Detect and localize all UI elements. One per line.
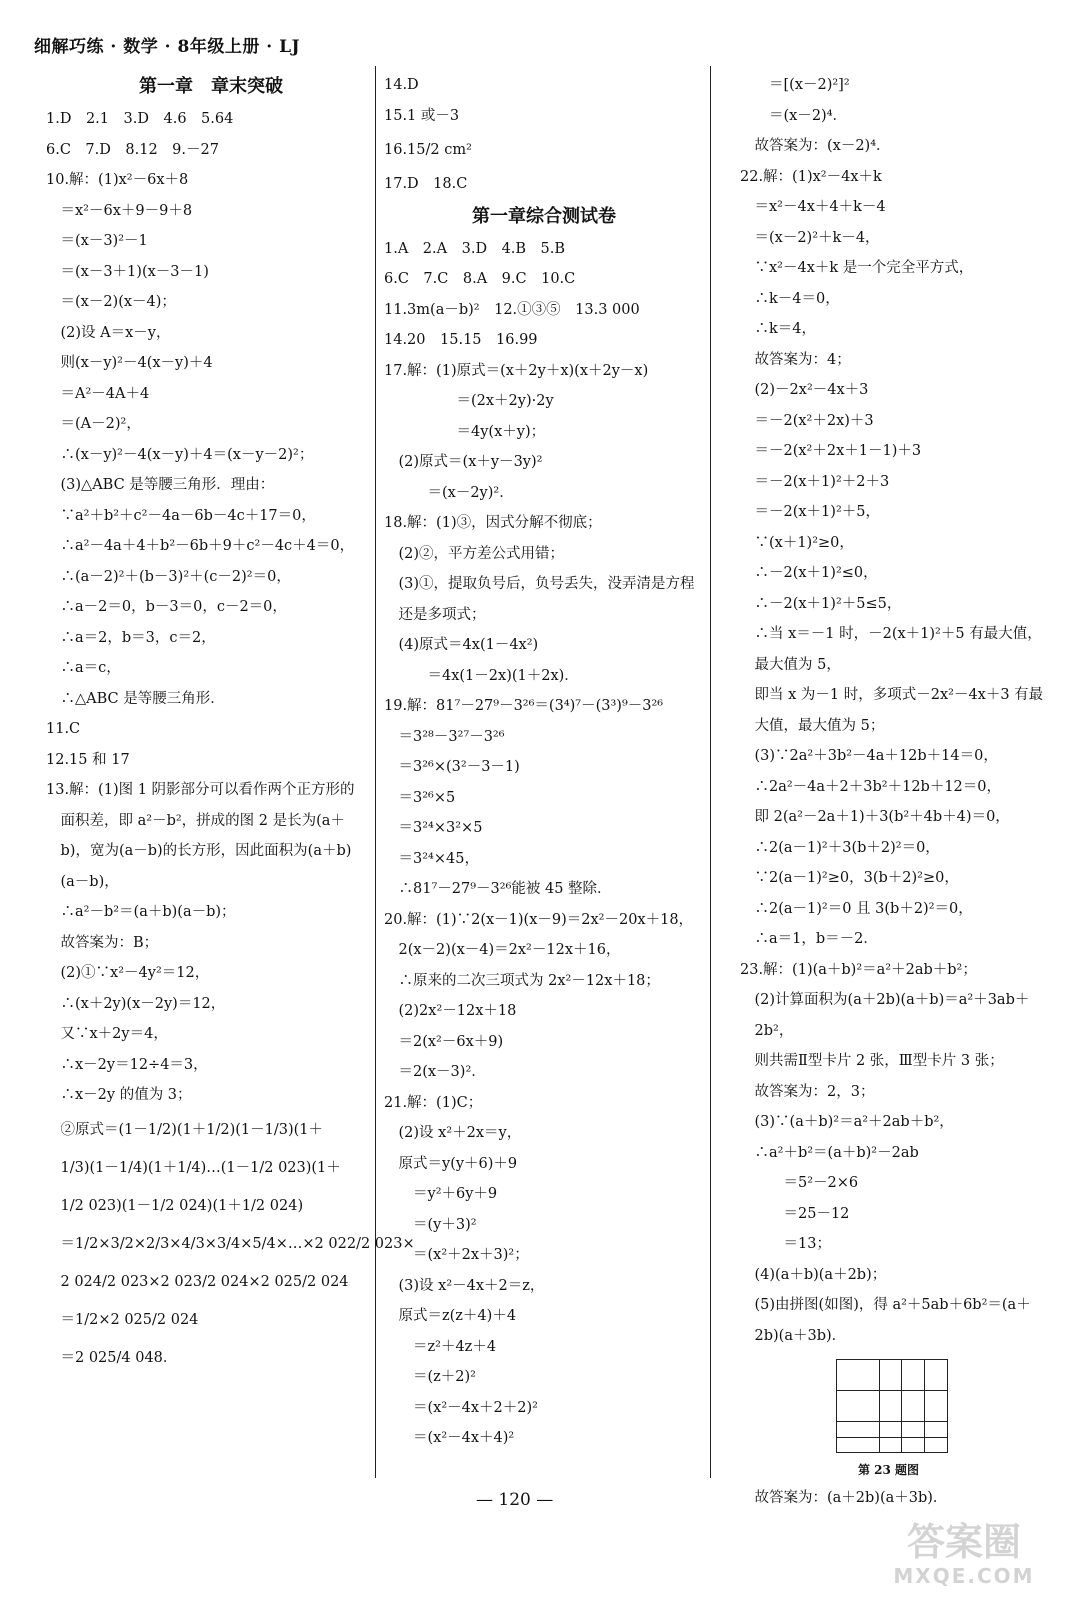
answer-line: ∴a²－b²＝(a＋b)(a－b)；	[46, 904, 236, 920]
answer-line: 20.解：(1)∵2(x－1)(x－9)＝2x²－20x＋18，	[384, 911, 694, 928]
answer-line: ＝25－12	[740, 1205, 850, 1222]
answer-line: ＝3²⁴×3²×5	[384, 820, 483, 836]
answer-line: ∵2(a－1)²≥0，3(b＋2)²≥0，	[740, 870, 959, 886]
answer-line: (2)设 A＝x－y，	[46, 324, 171, 341]
answer-line: ＝1/2×2 025/2 024	[46, 1311, 199, 1328]
answer-line: 大值，最大值为 5；	[740, 717, 885, 734]
answer-line: ＝(x²＋2x＋3)²；	[384, 1247, 529, 1263]
answer-line: 14.D	[384, 77, 419, 93]
answer-line: ＝(x²－4x＋2＋2)²	[384, 1399, 538, 1416]
answer-line: (4)(a＋b)(a＋2b)；	[740, 1266, 887, 1283]
answer-line: ∴a＝1，b＝－2．	[740, 931, 878, 947]
answer-line: ∴－2(x＋1)²＋5≤5，	[740, 595, 902, 612]
answer-line: ＝(y＋3)²	[384, 1216, 477, 1233]
answer-line: ②原式＝(1－1/2)(1＋1/2)(1－1/3)(1＋	[46, 1121, 324, 1138]
answer-line: ＝4y(x＋y)；	[384, 423, 546, 440]
answer-line: ＝5²－2×6	[740, 1175, 859, 1191]
answer-line: ∴x－2y 的值为 3；	[46, 1087, 192, 1103]
answer-line: (5)由拼图(如图)，得 a²＋5ab＋6b²＝(a＋	[740, 1297, 1031, 1313]
answer-line: (3)∵2a²＋3b²－4a＋12b＋14＝0，	[740, 748, 998, 764]
answer-line: (2)2x²－12x＋18	[384, 1003, 517, 1019]
answer-line: ＝4x(1－2x)(1＋2x)．	[384, 667, 579, 684]
answer-line: (2)计算面积为(a＋2b)(a＋b)＝a²＋3ab＋	[740, 992, 1030, 1008]
answer-line: 原式＝z(z＋4)＋4	[384, 1308, 517, 1324]
answer-line: ＝－2(x＋1)²＋5，	[740, 504, 880, 520]
answer-line: ＝3²⁸－3²⁷－3²⁶	[384, 728, 505, 745]
answer-line: ＝3²⁶×(3²－3－1)	[384, 759, 520, 775]
answer-line: 2 024/2 023×2 023/2 024×2 025/2 024	[46, 1273, 349, 1290]
answer-line: ＝x²－6x＋9－9＋8	[46, 202, 193, 219]
answer-line: 又∵x＋2y＝4，	[46, 1026, 168, 1042]
answer-line: (a－b)，	[46, 873, 119, 890]
answer-line: ∴a²－4a＋4＋b²－6b＋9＋c²－4c＋4＝0，	[46, 538, 355, 554]
answer-line: ＝(x－3)²－1	[46, 233, 148, 249]
answer-line: ∵(x＋1)²≥0，	[740, 534, 854, 551]
answer-line: 13.解：(1)图 1 阴影部分可以看作两个正方形的	[46, 782, 355, 798]
answer-line: 1/3)(1－1/4)(1＋1/4)…(1－1/2 023)(1＋	[46, 1159, 341, 1176]
answer-line: ＝(x－2)²＋k－4，	[740, 229, 880, 246]
answer-line: ＝2(x²－6x＋9)	[384, 1033, 504, 1050]
answer-line: ＝(x－2y)²．	[384, 484, 514, 501]
answer-line: 即 2(a²－2a＋1)＋3(b²＋4b＋4)＝0，	[740, 809, 1010, 825]
column-divider-2	[710, 66, 711, 1478]
figure-caption: 第 23 题图	[858, 1463, 920, 1477]
answer-line: ∴△ABC 是等腰三角形．	[46, 690, 225, 707]
answer-line: ∴a²＋b²＝(a＋b)²－2ab	[740, 1144, 919, 1161]
answer-line: ∵x²－4x＋k 是一个完全平方式，	[740, 260, 974, 276]
answer-line: (2)①∵x²－4y²＝12，	[46, 965, 210, 981]
answer-line: 11.C	[46, 721, 81, 737]
answer-line: 11.3m(a－b)² 12.①③⑤ 13.3 000	[384, 301, 640, 318]
answer-line: b)，宽为(a－b)的长方形，因此面积为(a＋b)	[46, 843, 352, 859]
answer-line: (3)设 x²－4x＋2＝z，	[384, 1277, 545, 1294]
answer-line: ＝y²＋6y＋9	[384, 1186, 498, 1202]
answer-line: ＝[(x－2)²]²	[740, 77, 850, 93]
answer-line: ＝3²⁴×45，	[384, 850, 479, 867]
answer-line: (2)－2x²－4x＋3	[740, 382, 869, 398]
answer-line: 故答案为：(x－2)⁴．	[740, 138, 891, 154]
answer-line: ∴2(a－1)²＋3(b＋2)²＝0，	[740, 839, 940, 856]
answer-line: ＝2(x－3)²．	[384, 1064, 486, 1080]
answer-line: 最大值为 5，	[740, 656, 841, 673]
section-title: 第一章 章末突破	[139, 76, 283, 97]
answer-line: ∴(x－y)²－4(x－y)＋4＝(x－y－2)²；	[46, 446, 314, 463]
answer-line: 即当 x 为－1 时，多项式－2x²－4x＋3 有最	[740, 687, 1044, 703]
answer-line: (3)∵(a＋b)²＝a²＋2ab＋b²，	[740, 1114, 954, 1130]
answer-line: ∴a－2＝0，b－3＝0，c－2＝0，	[46, 599, 287, 615]
answer-column-2	[384, 70, 704, 1454]
answer-line: 17.D 18.C	[384, 176, 468, 192]
answer-line: ∴－2(x＋1)²≤0，	[740, 565, 878, 581]
answer-line: ∴当 x＝－1 时，－2(x＋1)²＋5 有最大值，	[740, 626, 1042, 642]
answer-line: 1.A 2.A 3.D 4.B 5.B	[384, 240, 566, 257]
answer-line: 22.解：(1)x²－4x＋k	[740, 168, 882, 185]
answer-line: ∴81⁷－27⁹－3²⁶能被 45 整除．	[384, 881, 612, 897]
answer-line: 故答案为：4；	[740, 351, 851, 368]
answer-column-3	[740, 70, 1050, 1514]
answer-line: (2)②，平方差公式用错；	[384, 545, 565, 562]
watermark-logo: 答案圈 MXQE.COM	[893, 1520, 1035, 1588]
answer-line: 则共需Ⅱ型卡片 2 张，Ⅲ型卡片 3 张；	[740, 1053, 1004, 1069]
answer-line: ＝(x－2)⁴．	[740, 107, 848, 124]
answer-line: 2b)(a＋3b)．	[740, 1327, 847, 1344]
column-3-lines	[740, 70, 1050, 1351]
answer-line: 14.20 15.15 16.99	[384, 332, 538, 348]
answer-line: ∴k＝4，	[740, 321, 817, 337]
answer-line: 还是多项式；	[384, 606, 486, 623]
answer-line: 21.解：(1)C；	[384, 1094, 483, 1111]
section-title: 第一章综合测试卷	[472, 205, 616, 227]
answer-line: ∴2(a－1)²＝0 且 3(b＋2)²＝0，	[740, 900, 973, 917]
answer-line: ∴a＝2，b＝3，c＝2，	[46, 629, 216, 646]
answer-line: 原式＝y(y＋6)＋9	[384, 1155, 518, 1172]
answer-line: 18.解：(1)③，因式分解不彻底；	[384, 515, 602, 531]
answer-line: 6.C 7.C 8.A 9.C 10.C	[384, 271, 576, 287]
answer-line: (2)原式＝(x＋y－3y)²	[384, 454, 543, 470]
tiling-figure	[836, 1359, 948, 1453]
answer-line: 故答案为：2，3；	[740, 1083, 875, 1100]
answer-line: (3)△ABC 是等腰三角形．理由：	[46, 477, 275, 493]
answer-line: ＝(2x＋2y)·2y	[384, 393, 554, 409]
answer-line: (3)①，提取负号后，负号丢失，没弄清是方程	[384, 576, 695, 592]
answer-line: ＝(x²－4x＋4)²	[384, 1430, 515, 1446]
answer-line: 面积差，即 a²－b²，拼成的图 2 是长为(a＋	[46, 812, 345, 829]
answer-line: ＝(z＋2)²	[384, 1369, 476, 1385]
answer-line: 10.解：(1)x²－6x＋8	[46, 172, 189, 188]
answer-line: ∴2a²－4a＋2＋3b²＋12b＋12＝0，	[740, 778, 1002, 795]
answer-line: ∵a²＋b²＋c²－4a－6b－4c＋17＝0，	[46, 507, 316, 524]
answer-line: ∴x－2y＝12÷4＝3，	[46, 1056, 208, 1073]
answer-line: ∴(x＋2y)(x－2y)＝12，	[46, 995, 226, 1012]
answer-line: ＝x²－4x＋4＋k－4	[740, 199, 886, 215]
answer-line: 17.解：(1)原式＝(x＋2y＋x)(x＋2y－x)	[384, 362, 649, 379]
answer-line: ＝3²⁶×5	[384, 789, 456, 806]
answer-line: ＝(x－3＋1)(x－3－1)	[46, 263, 209, 280]
answer-line: ∴a＝c，	[46, 660, 121, 676]
answer-line: ＝－2(x²＋2x)＋3	[740, 412, 874, 429]
answer-line: ＝－2(x＋1)²＋2＋3	[740, 473, 890, 490]
answer-line: 1.D 2.1 3.D 4.6 5.64	[46, 111, 234, 127]
answer-line: ＝(x－2)(x－4)；	[46, 294, 176, 310]
answer-line: 15.1 或－3	[384, 107, 460, 124]
answer-line: 故答案为：B；	[46, 934, 159, 951]
answer-line: 16.15/2 cm²	[384, 142, 472, 158]
answer-line: ∴原来的二次三项式为 2x²－12x＋18；	[384, 972, 660, 989]
answer-line: 2(x－2)(x－4)＝2x²－12x＋16，	[384, 942, 621, 958]
answer-line: 6.C 7.D 8.12 9.－27	[46, 141, 219, 158]
answer-line: (4)原式＝4x(1－4x²)	[384, 637, 539, 653]
answer-line: (2)设 x²＋2x＝y，	[384, 1125, 522, 1141]
answer-line: ＝13；	[740, 1236, 831, 1252]
answer-line: 23.解：(1)(a＋b)²＝a²＋2ab＋b²；	[740, 961, 977, 978]
answer-line: 19.解：81⁷－27⁹－3²⁶＝(3⁴)⁷－(3³)⁹－3²⁶	[384, 698, 664, 714]
answer-line: ∴(a－2)²＋(b－3)²＋(c－2)²＝0，	[46, 568, 291, 585]
answer-line: ＝A²－4A＋4	[46, 385, 150, 402]
answer-line: 12.15 和 17	[46, 751, 130, 768]
answer-line: ＝－2(x²＋2x＋1－1)＋3	[740, 443, 922, 459]
final-answer-line: 故答案为：(a＋2b)(a＋3b)．	[740, 1490, 948, 1506]
answer-line: ＝(A－2)²，	[46, 416, 141, 432]
answer-line: 则(x－y)²－4(x－y)＋4	[46, 355, 213, 371]
page-number: — 120 —	[476, 1490, 554, 1510]
answer-line: 1/2 023)(1－1/2 024)(1＋1/2 024)	[46, 1197, 304, 1214]
answer-line: ＝1/2×3/2×2/3×4/3×3/4×5/4×…×2 022/2 023×	[46, 1235, 415, 1252]
answer-line: ＝z²＋4z＋4	[384, 1338, 497, 1355]
answer-line: 2b²，	[740, 1022, 794, 1039]
answer-line: ＝2 025/4 048．	[46, 1349, 178, 1366]
page-header: 细解巧练 · 数学 · 8年级上册 · LJ	[34, 37, 301, 57]
answer-line: ∴k－4＝0，	[740, 290, 840, 307]
